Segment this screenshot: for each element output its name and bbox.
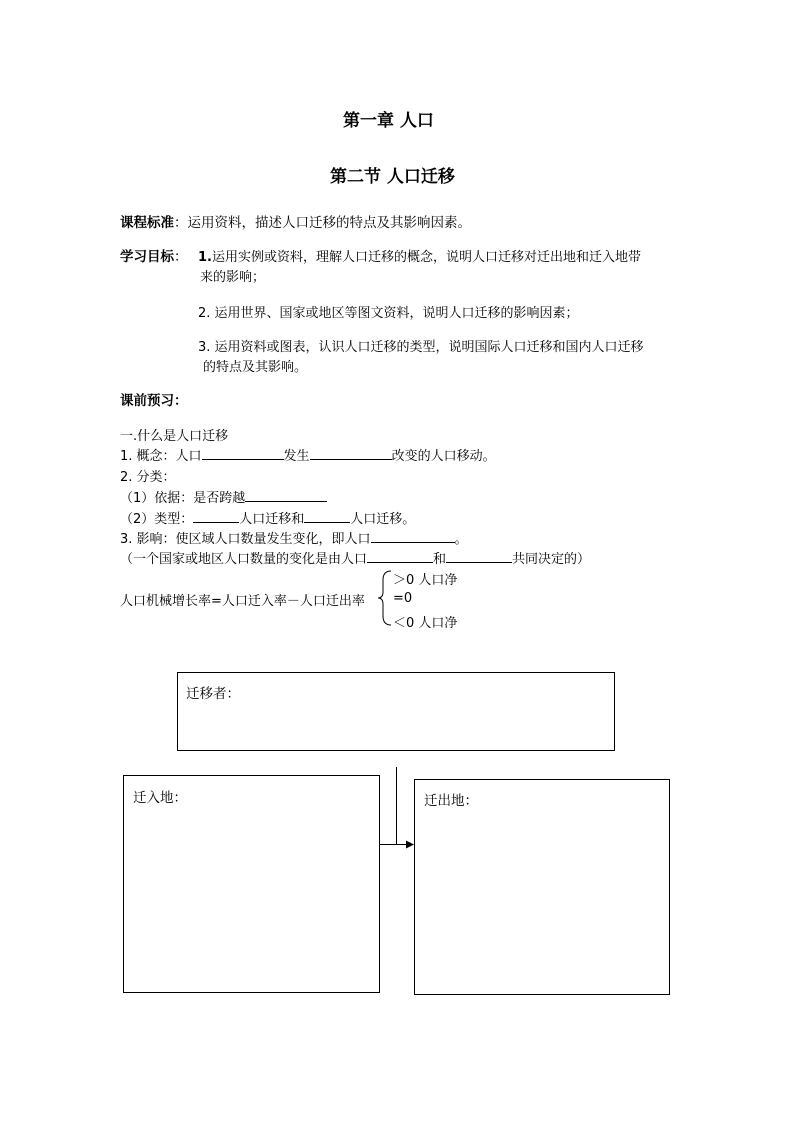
type-text-c: 人口迁移。 [350, 512, 416, 527]
origin-label: 迁出地： [424, 793, 478, 809]
standard-label: 课程标准 [120, 215, 174, 231]
destination-box[interactable] [123, 775, 380, 993]
section-title: 第二节 人口迁移 [330, 167, 455, 187]
goals-colon: ： [174, 249, 188, 265]
formula-case-zero: =0 [393, 591, 413, 606]
preview-heading-1: 一.什么是人口迁移 [120, 429, 229, 444]
formula-case-negative: ＜0 人口净 [393, 616, 458, 631]
goal-2-number: 2. [198, 306, 211, 321]
type-text-b: 人口迁移和 [239, 512, 305, 527]
goals-label: 学习目标 [120, 249, 174, 265]
formula-brace [378, 571, 391, 625]
goal-1-number: 1. [198, 250, 212, 265]
destination-label: 迁入地： [133, 790, 187, 806]
goal-3-number: 3. [198, 340, 211, 355]
chapter-title: 第一章 人口 [343, 111, 434, 131]
concept-text-c: 改变的人口移动。 [391, 449, 496, 464]
goal-item-3-line2: 的特点及其影响。 [203, 360, 308, 375]
classify-basis-text: （1）依据：是否跨越 [120, 491, 246, 506]
goal-item-1-line2: 来的影响； [200, 270, 266, 285]
formula-case-positive: ＞0 人口净 [393, 573, 458, 588]
standard-text: 运用资料，描述人口迁移的特点及其影响因素。 [187, 215, 471, 231]
goal-3-text: 运用资料或图表，认识人口迁移的类型，说明国际人口迁移和国内人口迁移 [214, 340, 644, 355]
goal-1-text: 运用实例或资料，理解人口迁移的概念，说明人口迁移对迁出地和迁入地带 [211, 250, 641, 265]
goal-2-text: 运用世界、国家或地区等图文资料，说明人口迁移的影响因素； [214, 306, 579, 321]
preview-label: 课前预习： [120, 393, 188, 409]
type-text-a: （2）类型： [120, 512, 194, 527]
migrant-label: 迁移者： [186, 686, 240, 702]
note-text-b: 和 [433, 552, 447, 567]
classify-heading: 2. 分类： [120, 470, 176, 485]
arrow-head-icon [406, 841, 414, 849]
impact-text-a: 3. 影响：使区域人口数量发生变化，即人口 [120, 532, 371, 547]
note-text-c: 共同决定的） [512, 552, 591, 567]
impact-text-b: 。 [454, 532, 468, 547]
origin-box[interactable] [414, 779, 670, 995]
note-text-a: （一个国家或地区人口数量的变化是由人口 [120, 552, 368, 567]
standard-colon: ： [174, 215, 188, 231]
concept-text-b: 发生 [283, 449, 310, 464]
formula-text: 人口机械增长率=人口迁入率－人口迁出率 [120, 594, 365, 609]
concept-text-a: 1. 概念：人口 [120, 449, 202, 464]
migrant-box[interactable] [177, 672, 615, 751]
